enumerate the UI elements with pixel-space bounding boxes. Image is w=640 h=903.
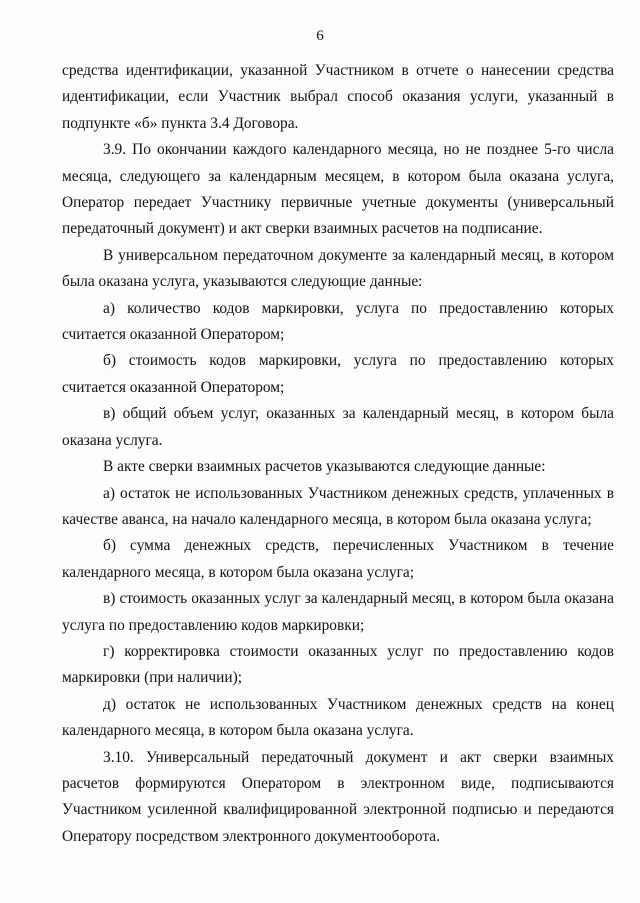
page-number: 6 — [316, 28, 324, 44]
paragraph-upd-intro: В универсальном передаточном документе за календарный месяц, в котором была оказана услуга, указываются следующие данные: — [62, 246, 614, 291]
paragraph-reconciliation-item-a: а) остаток не использованных Участником денежных средств, уплаченных в качестве аванса, на начало календарного месяца, в котором была оказана услуга; — [62, 484, 614, 528]
paragraph-reconciliation-item-d: д) остаток не использованных Участником денежных средств на конец календарного месяца, в котором была оказана услуга. — [62, 695, 614, 740]
paragraph-clause-3-9: 3.9. По окончании каждого календарного месяца, но не позднее 5-го числа месяца, следующего за календарным месяцем, в котором была оказана услуга, Оператор передает Участнику первичные учетные документы (универсальный передаточный документ) и акт сверки взаимных расчетов на подписание. — [62, 141, 614, 238]
document-body — [62, 58, 614, 850]
paragraph-reconciliation-intro: В акте сверки взаимных расчетов указываются следующие данные: — [103, 458, 546, 476]
paragraph-reconciliation-item-b: б) сумма денежных средств, перечисленных Участником в течение календарного месяца, в котором была оказана услуга; — [62, 537, 614, 581]
paragraph-upd-item-a: а) количество кодов маркировки, услуга по предоставлению которых считается оказанной Оператором; — [62, 299, 614, 344]
paragraph-upd-item-v: в) общий объем услуг, оказанных за календарный месяц, в котором была оказана услуга. — [62, 405, 614, 449]
paragraph-reconciliation-item-g: г) корректировка стоимости оказанных услуг по предоставлению кодов маркировки (при наличии); — [62, 642, 614, 687]
paragraph-continuation: средства идентификации, указанной Участником в отчете о нанесении средства идентификации, если Участник выбрал способ оказания услуги, указанный в подпункте «б» пункта 3.4 Договора. — [62, 62, 614, 132]
paragraph-upd-item-b: б) стоимость кодов маркировки, услуга по предоставлению которых считается оказанной Оператором; — [62, 352, 614, 396]
paragraph-reconciliation-item-v: в) стоимость оказанных услуг за календарный месяц, в котором была оказана услуга по предоставлению кодов маркировки; — [62, 590, 614, 634]
paragraph-clause-3-10: 3.10. Универсальный передаточный документ и акт сверки взаимных расчетов формируются Оператором в электронном виде, подписываются Участником усиленной квалифицированной электронной подписью и передаются Оператору посредством электронного документооборота. — [62, 748, 614, 845]
